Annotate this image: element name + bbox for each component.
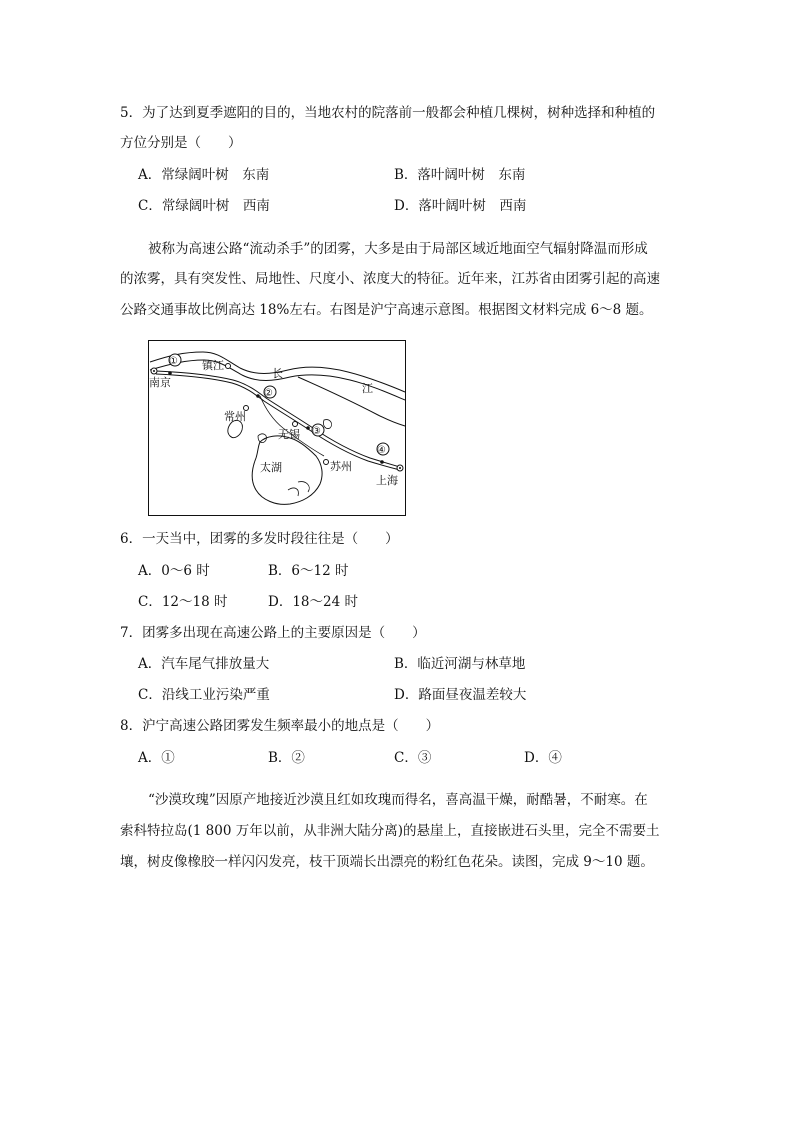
q8-option-a: A．①: [138, 750, 175, 766]
q7-option-d: D．路面昼夜温差较大: [394, 687, 527, 703]
passage2-line2: 索科特拉岛(1 800 万年以前，从非洲大陆分离)的悬崖上，直接嵌进石头里，完全不需要土: [120, 823, 660, 839]
label-chang: 长: [272, 367, 283, 380]
label-shanghai: 上海: [376, 474, 398, 487]
label-nanjing: 南京: [149, 376, 171, 389]
passage1-line1: 被称为高速公路“流动杀手”的团雾，大多是由于局部区域近地面空气辐射降温而形成: [148, 241, 648, 257]
q6-option-c: C．12～18 时: [138, 594, 228, 610]
q5-option-d: D．落叶阔叶树 西南: [394, 198, 527, 214]
suzhou-dot: [324, 460, 329, 465]
q6-option-b: B．6～12 时: [268, 563, 349, 579]
label-wuxi: 无锡: [278, 428, 300, 441]
marker-3: ③: [312, 426, 321, 437]
q5-stem-line1: 5．为了达到夏季遮阳的目的，当地农村的院落前一般都会种植几棵树，树种选择和种植的: [120, 105, 656, 121]
q5-option-c: C．常绿阔叶树 西南: [138, 198, 270, 214]
label-changzhou: 常州: [224, 410, 246, 423]
q7-option-a: A．汽车尾气排放量大: [138, 656, 270, 672]
q5-stem-line2: 方位分别是（ ）: [120, 135, 242, 151]
passage1-line2: 的浓雾，具有突发性、局地性、尺度小、浓度大的特征。近年来，江苏省由团雾引起的高速: [120, 271, 660, 287]
q8-option-b: B．②: [268, 750, 305, 766]
passage2-line3: 壤，树皮像橡胶一样闪闪发亮，枝干顶端长出漂亮的粉红色花朵。读图，完成 9～10 题。: [120, 854, 654, 870]
label-zhenjiang: 镇江: [202, 359, 224, 372]
q6-option-a: A．0～6 时: [138, 563, 210, 579]
label-jiang: 江: [362, 382, 373, 395]
huning-expressway-map: [148, 340, 406, 516]
q7-option-c: C．沿线工业污染严重: [138, 687, 270, 703]
q5-option-b: B．落叶阔叶树 东南: [394, 167, 526, 183]
q7-stem: 7．团雾多出现在高速公路上的主要原因是（ ）: [120, 625, 426, 641]
marker-2: ②: [264, 388, 273, 399]
marker-1: ①: [169, 356, 178, 367]
label-suzhou: 苏州: [330, 460, 352, 473]
q5-option-a: A．常绿阔叶树 东南: [138, 167, 270, 183]
passage2-line1: “沙漠玫瑰”因原产地接近沙漠且红如玫瑰而得名，喜高温干燥，耐酷暑，不耐寒。在: [148, 792, 648, 808]
q8-option-c: C．③: [394, 750, 432, 766]
q8-stem: 8．沪宁高速公路团雾发生频率最小的地点是（ ）: [120, 718, 440, 734]
wuxi-dot: [293, 422, 298, 427]
q6-stem: 6．一天当中，团雾的多发时段往往是（ ）: [120, 531, 399, 547]
label-taihu: 太湖: [260, 461, 282, 474]
q8-option-d: D．④: [524, 750, 562, 766]
q7-option-b: B．临近河湖与林草地: [394, 656, 526, 672]
q6-option-d: D．18～24 时: [268, 594, 358, 610]
marker-4: ④: [377, 445, 386, 456]
passage1-line3: 公路交通事故比例高达 18%左右。右图是沪宁高速示意图。根据图文材料完成 6～8 题。: [120, 302, 653, 318]
zhenjiang-dot: [226, 364, 231, 369]
